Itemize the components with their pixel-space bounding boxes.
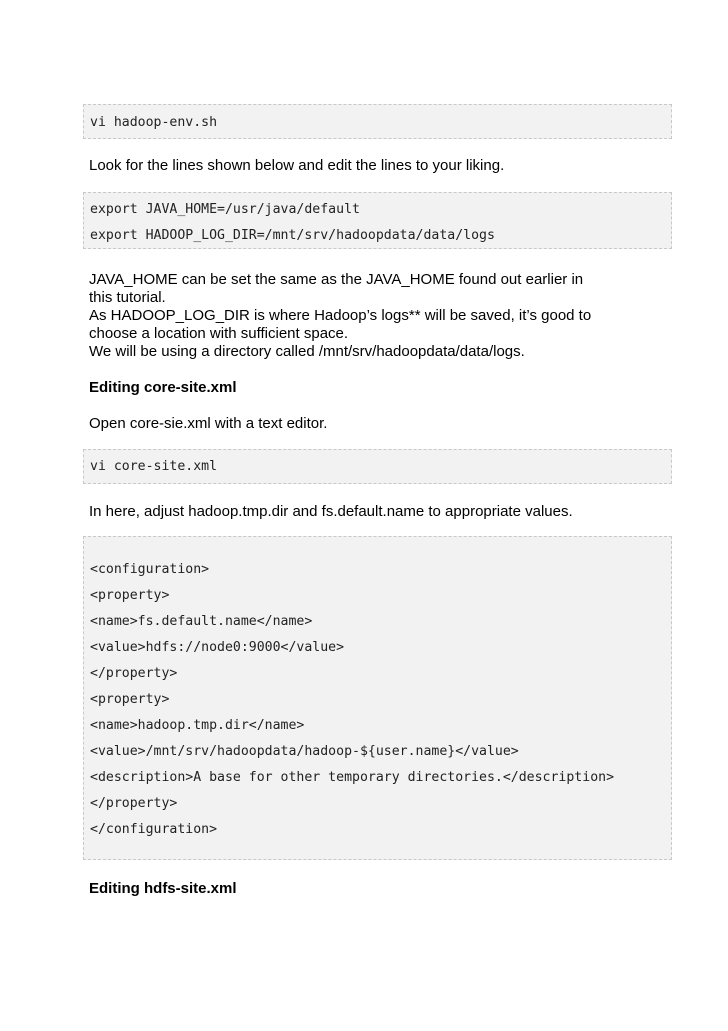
log-dir-note-line-2: choose a location with sufficient space. (89, 325, 349, 342)
java-home-note-line-2: this tutorial. (89, 289, 166, 306)
code-line: export HADOOP_LOG_DIR=/mnt/srv/hadoopdata/data/logs (90, 228, 495, 243)
code-line: export JAVA_HOME=/usr/java/default (90, 202, 360, 217)
section-heading-hdfs-site: Editing hdfs-site.xml (89, 880, 237, 897)
log-dir-note-line-3: We will be using a directory called /mnt/srv/hadoopdata/data/logs. (89, 343, 525, 360)
code-line: <name>fs.default.name</name> (90, 614, 313, 629)
code-line: <property> (90, 588, 170, 603)
instruction-text: Look for the lines shown below and edit the lines to your liking. (89, 157, 505, 174)
code-line: <value>hdfs://node0:9000</value> (90, 640, 345, 655)
code-line: <configuration> (90, 562, 210, 577)
log-dir-note-line-1: As HADOOP_LOG_DIR is where Hadoop’s logs** will be saved, it’s good to (89, 307, 592, 324)
code-block-core-site-cmd (83, 449, 672, 484)
code-block-core-site-config (83, 536, 672, 860)
code-line: <property> (90, 692, 170, 707)
open-core-site-text: Open core-sie.xml with a text editor. (89, 415, 328, 432)
section-heading-core-site: Editing core-site.xml (89, 379, 237, 396)
code-line: </property> (90, 666, 178, 681)
java-home-note-line-1: JAVA_HOME can be set the same as the JAVA_HOME found out earlier in (89, 271, 584, 288)
code-line: <value>/mnt/srv/hadoopdata/hadoop-${user.name}</value> (90, 744, 519, 759)
code-line: </property> (90, 796, 178, 811)
code-block-env-exports (83, 192, 672, 249)
code-line: <name>hadoop.tmp.dir</name> (90, 718, 305, 733)
adjust-values-text: In here, adjust hadoop.tmp.dir and fs.default.name to appropriate values. (89, 503, 573, 520)
code-block-hadoop-env (83, 104, 672, 139)
code-line: vi core-site.xml (90, 459, 218, 474)
code-line: </configuration> (90, 822, 218, 837)
code-line: vi hadoop-env.sh (90, 115, 218, 130)
code-line: <description>A base for other temporary directories.</description> (90, 770, 615, 785)
